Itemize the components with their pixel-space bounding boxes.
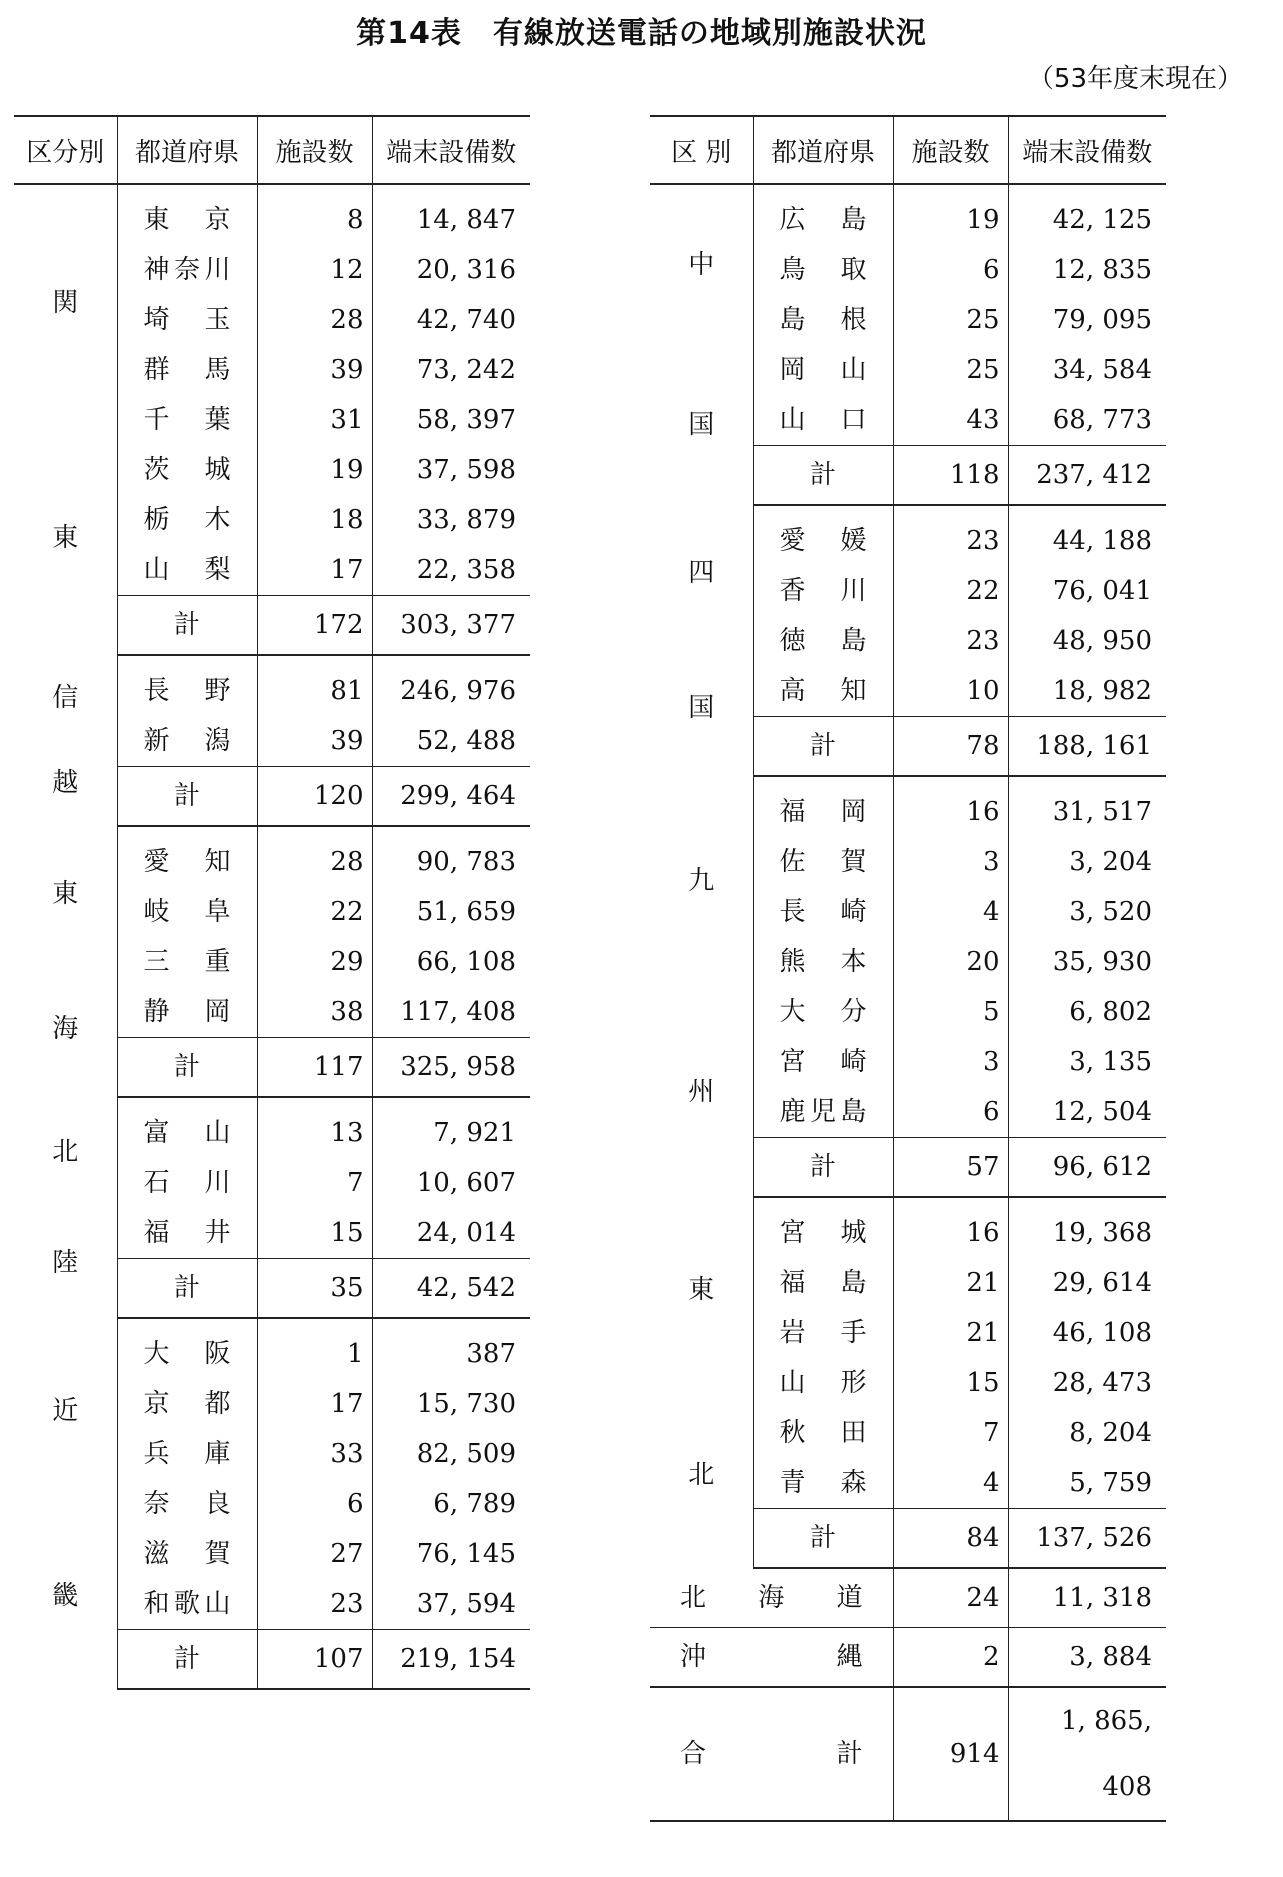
subtotal-facilities: 84 [893, 1509, 1008, 1569]
subtotal-facilities: 57 [893, 1138, 1008, 1198]
subtotal-terminals: 237, 412 [1008, 446, 1166, 506]
terminal-count: 7, 921 [372, 1097, 530, 1158]
prefecture-name: 三重 [143, 947, 231, 977]
facility-count: 6 [893, 1087, 1008, 1138]
prefecture-name: 徳島 [779, 626, 867, 656]
region-char: 畿 [52, 1581, 79, 1612]
region-char: 東 [688, 1274, 715, 1305]
subtotal-facilities: 120 [257, 767, 372, 827]
terminal-count: 42, 740 [372, 295, 530, 345]
table-row [14, 184, 530, 245]
prefecture-name: 山梨 [143, 555, 231, 585]
facility-count: 22 [893, 566, 1008, 616]
prefecture-name: 富山 [143, 1118, 231, 1148]
region-char: 信 [52, 682, 79, 713]
terminal-count: 12, 504 [1008, 1087, 1166, 1138]
subtotal-label: 計 [753, 1138, 893, 1198]
prefecture-name: 鹿児島 [779, 1097, 867, 1127]
facility-count: 39 [257, 716, 372, 767]
region-char: 東 [52, 522, 79, 553]
header-facilities: 施設数 [893, 116, 1008, 184]
terminal-count: 22, 358 [372, 545, 530, 596]
region-char: 九 [688, 866, 715, 897]
prefecture-name: 大阪 [143, 1339, 231, 1369]
facility-count: 16 [893, 776, 1008, 837]
facility-count: 23 [893, 505, 1008, 566]
region-row [650, 1628, 1166, 1688]
prefecture-name: 群馬 [143, 355, 231, 385]
terminal-count: 33, 879 [372, 495, 530, 545]
facility-count: 21 [893, 1258, 1008, 1308]
terminal-count: 28, 473 [1008, 1358, 1166, 1408]
region-char: 東 [52, 878, 79, 909]
facility-count: 29 [257, 937, 372, 987]
facility-count: 27 [257, 1529, 372, 1579]
subtotal-label: 計 [753, 1509, 893, 1569]
prefecture-name: 岐阜 [143, 897, 231, 927]
facility-count: 23 [257, 1579, 372, 1630]
subtotal-terminals: 137, 526 [1008, 1509, 1166, 1569]
prefecture-name: 秋田 [779, 1418, 867, 1448]
left-table [14, 115, 530, 1690]
terminal-count: 5, 759 [1008, 1458, 1166, 1509]
table-row [650, 1197, 1166, 1258]
facility-count: 4 [893, 1458, 1008, 1509]
header-prefecture: 都道府県 [117, 116, 257, 184]
prefecture-name: 福島 [779, 1268, 867, 1298]
terminal-count: 90, 783 [372, 826, 530, 887]
subtotal-label: 計 [753, 446, 893, 506]
facility-count: 8 [257, 184, 372, 245]
terminal-count: 3, 135 [1008, 1037, 1166, 1087]
subtotal-terminals: 96, 612 [1008, 1138, 1166, 1198]
table-row [14, 655, 530, 716]
facility-count: 38 [257, 987, 372, 1038]
prefecture-name: 長崎 [779, 897, 867, 927]
prefecture-name: 和歌山 [143, 1589, 231, 1619]
facility-count: 1 [257, 1318, 372, 1379]
terminal-count: 48, 950 [1008, 616, 1166, 666]
facility-count: 5 [893, 987, 1008, 1037]
prefecture-name: 静岡 [143, 997, 231, 1027]
prefecture-name: 石川 [143, 1168, 231, 1198]
facility-count: 25 [893, 345, 1008, 395]
grand-total-row [650, 1687, 1166, 1821]
terminal-count: 76, 041 [1008, 566, 1166, 616]
terminal-count: 82, 509 [372, 1429, 530, 1479]
facility-count: 24 [893, 1568, 1008, 1628]
terminal-count: 52, 488 [372, 716, 530, 767]
prefecture-name: 山口 [779, 405, 867, 435]
prefecture-name: 奈良 [143, 1489, 231, 1519]
subtotal-facilities: 118 [893, 446, 1008, 506]
region-char: 四 [688, 557, 715, 588]
terminal-count: 14, 847 [372, 184, 530, 245]
facility-count: 23 [893, 616, 1008, 666]
prefecture-name: 福岡 [779, 797, 867, 827]
terminal-count: 37, 598 [372, 445, 530, 495]
facility-count: 17 [257, 1379, 372, 1429]
subtotal-facilities: 172 [257, 596, 372, 656]
prefecture-name: 福井 [143, 1218, 231, 1248]
facility-count: 28 [257, 295, 372, 345]
prefecture-name: 栃木 [143, 505, 231, 535]
region-char: 関 [52, 287, 79, 318]
facility-count: 15 [893, 1358, 1008, 1408]
facility-count: 10 [893, 666, 1008, 717]
terminal-count: 37, 594 [372, 1579, 530, 1630]
prefecture-name: 東京 [143, 205, 231, 235]
terminal-count: 18, 982 [1008, 666, 1166, 717]
subtotal-terminals: 299, 464 [372, 767, 530, 827]
prefecture-name: 宮城 [779, 1218, 867, 1248]
region-char: 陸 [52, 1247, 79, 1278]
subtotal-terminals: 219, 154 [372, 1630, 530, 1690]
subtotal-terminals: 303, 377 [372, 596, 530, 656]
facility-count: 18 [257, 495, 372, 545]
subtotal-label: 計 [117, 596, 257, 656]
region-char: 北 [688, 1460, 715, 1491]
terminal-count: 19, 368 [1008, 1197, 1166, 1258]
terminal-count: 15, 730 [372, 1379, 530, 1429]
prefecture-name: 島根 [779, 305, 867, 335]
terminal-count: 3, 520 [1008, 887, 1166, 937]
grand-total-facilities: 914 [893, 1687, 1008, 1821]
terminal-count: 24, 014 [372, 1208, 530, 1259]
prefecture-name: 兵庫 [143, 1439, 231, 1469]
prefecture-name: 長野 [143, 676, 231, 706]
facility-count: 25 [893, 295, 1008, 345]
table-row [650, 776, 1166, 837]
subtotal-terminals: 325, 958 [372, 1038, 530, 1098]
terminal-count: 3, 204 [1008, 837, 1166, 887]
facility-count: 81 [257, 655, 372, 716]
prefecture-name: 岡山 [779, 355, 867, 385]
subtotal-facilities: 107 [257, 1630, 372, 1690]
header-terminals: 端末設備数 [1008, 116, 1166, 184]
terminal-count: 42, 125 [1008, 184, 1166, 245]
prefecture-name: 滋賀 [143, 1539, 231, 1569]
prefecture-name: 大分 [779, 997, 867, 1027]
region-name: 北海道 [650, 1568, 893, 1628]
region-char: 北 [52, 1137, 79, 1168]
region-char: 中 [688, 250, 715, 280]
subtotal-terminals: 188, 161 [1008, 717, 1166, 777]
terminal-count: 31, 517 [1008, 776, 1166, 837]
prefecture-name: 新潟 [143, 726, 231, 756]
prefecture-name: 神奈川 [143, 255, 231, 285]
facility-count: 12 [257, 245, 372, 295]
terminal-count: 73, 242 [372, 345, 530, 395]
prefecture-name: 京都 [143, 1389, 231, 1419]
facility-count: 21 [893, 1308, 1008, 1358]
header-terminals: 端末設備数 [372, 116, 530, 184]
header-facilities: 施設数 [257, 116, 372, 184]
prefecture-name: 山形 [779, 1368, 867, 1398]
region-char: 海 [52, 1014, 79, 1045]
facility-count: 4 [893, 887, 1008, 937]
facility-count: 16 [893, 1197, 1008, 1258]
terminal-count: 34, 584 [1008, 345, 1166, 395]
terminal-count: 20, 316 [372, 245, 530, 295]
terminal-count: 76, 145 [372, 1529, 530, 1579]
facility-count: 31 [257, 395, 372, 445]
subtotal-label: 計 [117, 1038, 257, 1098]
prefecture-name: 熊本 [779, 947, 867, 977]
terminal-count: 6, 789 [372, 1479, 530, 1529]
region-label [650, 184, 753, 505]
terminal-count: 117, 408 [372, 987, 530, 1038]
subtotal-facilities: 78 [893, 717, 1008, 777]
facility-count: 7 [893, 1408, 1008, 1458]
region-char: 国 [688, 410, 715, 440]
prefecture-name: 鳥取 [779, 255, 867, 285]
terminal-count: 46, 108 [1008, 1308, 1166, 1358]
facility-count: 3 [893, 1037, 1008, 1087]
prefecture-name: 埼玉 [143, 305, 231, 335]
facility-count: 19 [257, 445, 372, 495]
terminal-count: 58, 397 [372, 395, 530, 445]
terminal-count: 11, 318 [1008, 1568, 1166, 1628]
subtotal-facilities: 35 [257, 1259, 372, 1319]
facility-count: 22 [257, 887, 372, 937]
prefecture-name: 高知 [779, 676, 867, 706]
region-name: 沖縄 [650, 1628, 893, 1688]
header-prefecture: 都道府県 [753, 116, 893, 184]
region-char: 州 [688, 1076, 715, 1107]
region-label [650, 1197, 753, 1568]
terminal-count: 387 [372, 1318, 530, 1379]
prefecture-name: 愛知 [143, 847, 231, 877]
region-label [650, 505, 753, 776]
facility-count: 6 [893, 245, 1008, 295]
terminal-count: 8, 204 [1008, 1408, 1166, 1458]
header-region: 区 別 [650, 116, 753, 184]
grand-total-terminals: 1, 865, 408 [1008, 1687, 1166, 1821]
table-row [650, 184, 1166, 245]
facility-count: 33 [257, 1429, 372, 1479]
table-row [14, 1097, 530, 1158]
facility-count: 20 [893, 937, 1008, 987]
right-table [650, 115, 1166, 1822]
facility-count: 13 [257, 1097, 372, 1158]
terminal-count: 51, 659 [372, 887, 530, 937]
prefecture-name: 香川 [779, 576, 867, 606]
terminal-count: 79, 095 [1008, 295, 1166, 345]
region-char: 近 [52, 1395, 79, 1426]
subtotal-label: 計 [753, 717, 893, 777]
as-of-note: （53年度末現在） [1027, 64, 1243, 94]
table-row [650, 505, 1166, 566]
facility-count: 43 [893, 395, 1008, 446]
prefecture-name: 茨城 [143, 455, 231, 485]
table-row [14, 826, 530, 887]
region-char: 国 [688, 693, 715, 724]
subtotal-facilities: 117 [257, 1038, 372, 1098]
region-char: 越 [52, 768, 79, 799]
header-region: 区分別 [14, 116, 117, 184]
terminal-count: 29, 614 [1008, 1258, 1166, 1308]
region-label [14, 1097, 117, 1318]
grand-total-label: 合計 [650, 1687, 893, 1821]
prefecture-name: 佐賀 [779, 847, 867, 877]
table-title: 第14表 有線放送電話の地域別施設状況 [356, 16, 927, 51]
facility-count: 19 [893, 184, 1008, 245]
terminal-count: 6, 802 [1008, 987, 1166, 1037]
region-label [14, 655, 117, 826]
terminal-count: 68, 773 [1008, 395, 1166, 446]
prefecture-name: 青森 [779, 1468, 867, 1498]
prefecture-name: 千葉 [143, 405, 231, 435]
terminal-count: 12, 835 [1008, 245, 1166, 295]
region-label [14, 184, 117, 655]
region-label [650, 776, 753, 1197]
region-label [14, 1318, 117, 1689]
facility-count: 17 [257, 545, 372, 596]
table-row [14, 1318, 530, 1379]
facility-count: 7 [257, 1158, 372, 1208]
subtotal-label: 計 [117, 1630, 257, 1690]
region-row [650, 1568, 1166, 1628]
facility-count: 28 [257, 826, 372, 887]
region-label [14, 826, 117, 1097]
facility-count: 39 [257, 345, 372, 395]
terminal-count: 66, 108 [372, 937, 530, 987]
terminal-count: 3, 884 [1008, 1628, 1166, 1688]
terminal-count: 44, 188 [1008, 505, 1166, 566]
facility-count: 3 [893, 837, 1008, 887]
subtotal-label: 計 [117, 767, 257, 827]
prefecture-name: 岩手 [779, 1318, 867, 1348]
facility-count: 6 [257, 1479, 372, 1529]
facility-count: 15 [257, 1208, 372, 1259]
terminal-count: 10, 607 [372, 1158, 530, 1208]
terminal-count: 246, 976 [372, 655, 530, 716]
prefecture-name: 広島 [779, 205, 867, 235]
terminal-count: 35, 930 [1008, 937, 1166, 987]
prefecture-name: 愛媛 [779, 526, 867, 556]
facility-count: 2 [893, 1628, 1008, 1688]
subtotal-label: 計 [117, 1259, 257, 1319]
subtotal-terminals: 42, 542 [372, 1259, 530, 1319]
prefecture-name: 宮崎 [779, 1047, 867, 1077]
